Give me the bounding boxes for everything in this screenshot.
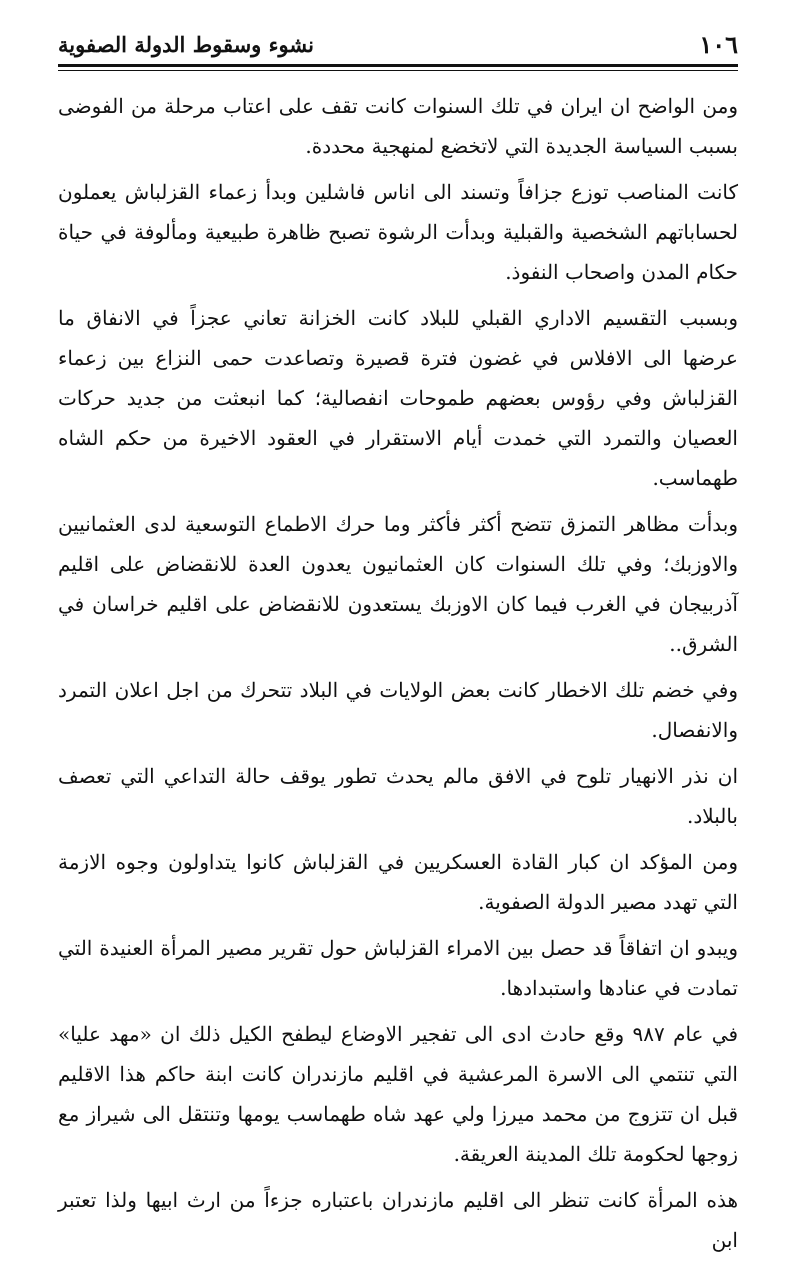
paragraph: وفي خضم تلك الاخطار كانت بعض الولايات في البلاد تتحرك من اجل اعلان التمرد والانفصال. xyxy=(58,678,738,742)
header-rule-thick xyxy=(58,64,738,67)
document-page xyxy=(58,22,739,1252)
page-number: ١٠٦ xyxy=(699,30,738,59)
page-header xyxy=(58,22,738,62)
paragraph: هذه المرأة كانت تنظر الى اقليم مازندران باعتباره جزءاً من ارث ابيها ولذا تعتبر ابن xyxy=(58,1188,738,1252)
body-text xyxy=(58,86,738,1266)
paragraph: ان نذر الانهيار تلوح في الافق مالم يحدث تطور يوقف حالة التداعي التي تعصف بالبلاد. xyxy=(58,764,738,828)
paragraph: وبسبب التقسيم الاداري القبلي للبلاد كانت الخزانة تعاني عجزاً في الانفاق ما عرضها الى الافلاس في غضون فترة قصيرة وتصاعدت حمى النزاع بين زعماء القزلباش وفي رؤوس بعضهم طموحات انفصالية؛ كما انبعثت من جديد حركات العصيان والتمرد التي خمدت أيام الاستقرار في العقود الاخيرة من حكم الشاه طهماسب. xyxy=(58,306,738,490)
paragraph: في عام ٩٨٧ وقع حادث ادى الى تفجير الاوضاع ليطفح الكيل ذلك ان «مهد عليا» التي تنتمي الى الاسرة المرعشية في اقليم مازندران كانت ابنة حاكم هذا الاقليم قبل ان تتزوج من محمد ميرزا ولي عهد شاه طهماسب يومها وتنتقل الى شيراز مع زوجها لحكومة تلك المدينة العريقة. xyxy=(58,1022,739,1166)
paragraph: ومن الواضح ان ايران في تلك السنوات كانت تقف على اعتاب مرحلة من الفوضى بسبب السياسة الجديدة التي لاتخضع لمنهجية محددة. xyxy=(58,94,738,158)
paragraph: وبدأت مظاهر التمزق تتضح أكثر فأكثر وما حرك الاطماع التوسعية لدى العثمانيين والاوزبك؛ وفي تلك السنوات كان العثمانيون يعدون العدة للانقضاض على اقليم آذربيجان في الغرب فيما كان الاوزبك يستعدون للانقضاض على اقليم خراسان في الشرق.. xyxy=(58,512,738,656)
paragraph: ويبدو ان اتفاقاً قد حصل بين الامراء القزلباش حول تقرير مصير المرأة العنيدة التي تمادت في عنادها واستبدادها. xyxy=(58,936,738,1000)
paragraph: ومن المؤكد ان كبار القادة العسكريين في القزلباش كانوا يتداولون وجوه الازمة التي تهدد مصير الدولة الصفوية. xyxy=(58,850,738,914)
header-rule-thin xyxy=(58,70,738,71)
running-title: نشوء وسقوط الدولة الصفوية xyxy=(58,32,314,57)
paragraph: كانت المناصب توزع جزافاً وتسند الى اناس فاشلين وبدأ زعماء القزلباش يعملون لحساباتهم الشخصية والقبلية وبدأت الرشوة تصبح ظاهرة طبيعية ومألوفة في حياة حكام المدن واصحاب النفوذ. xyxy=(58,180,738,284)
